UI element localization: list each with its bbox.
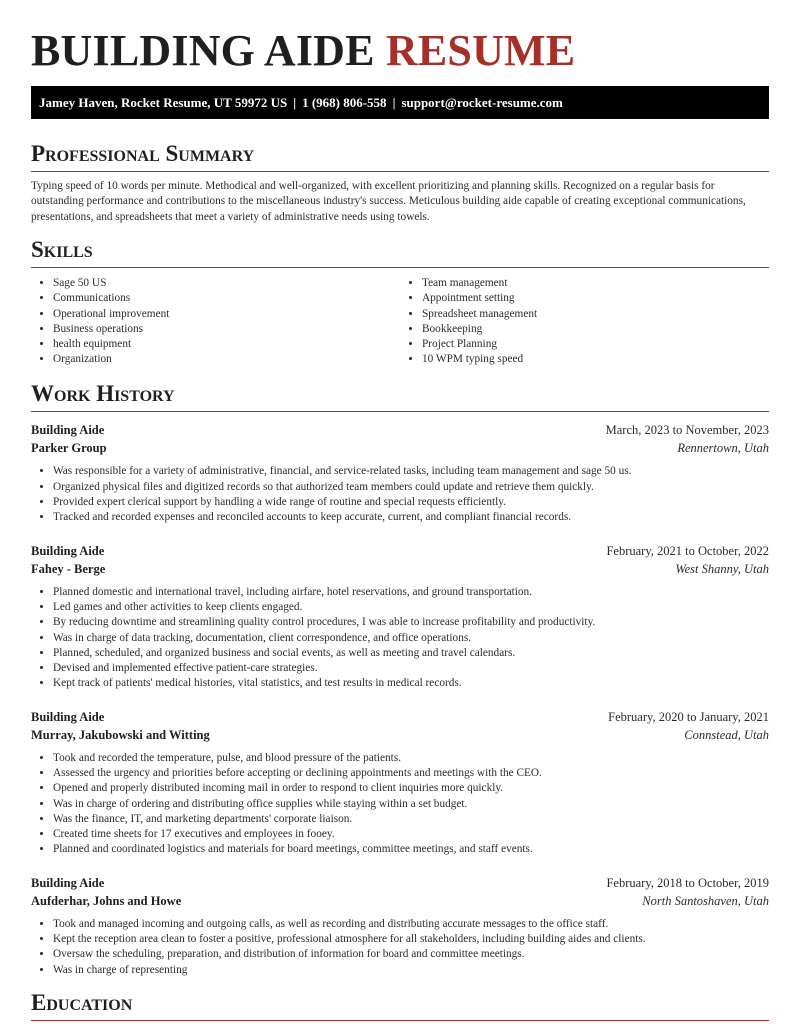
skill-item: • Bookkeeping bbox=[422, 322, 769, 337]
skills-heading: Skills bbox=[31, 237, 769, 268]
contact-bar bbox=[31, 86, 769, 119]
job-bullet: • Was in charge of ordering and distributing office supplies while staying within a set budget. bbox=[53, 797, 769, 812]
job-entry bbox=[31, 542, 769, 692]
summary-text: Typing speed of 10 words per minute. Methodical and well-organized, with excellent prioritizing and planning skills. Recognized on a regular basis for outstanding performance and contributions to the miscellaneous industry's success. Meticulous building aide capable of creating exceptional communications, presentations, and spreadsheets that meet a variety of administrative needs using towels. bbox=[31, 180, 746, 223]
job-bullets bbox=[31, 751, 769, 858]
job-bullet: • Kept track of patients' medical histories, vital statistics, and test results in medical records. bbox=[53, 676, 769, 691]
contact-phone: 1 (968) 806-558 bbox=[302, 95, 387, 110]
job-bullet: • Organized physical files and digitized records so that authorized team members could update and retrieve them quickly. bbox=[53, 480, 769, 495]
skills-list bbox=[31, 276, 769, 367]
job-bullet: • By reducing downtime and streamlining quality control procedures, I was able to increase profitability and productivity. bbox=[53, 615, 769, 630]
education-section bbox=[31, 990, 769, 1021]
skill-item: • Sage 50 US bbox=[53, 276, 400, 291]
skill-item: • Operational improvement bbox=[53, 307, 400, 322]
job-bullet: • Opened and properly distributed incoming mail in order to respond to client inquiries more quickly. bbox=[53, 781, 769, 796]
job-company: Parker Group bbox=[31, 441, 107, 456]
job-entry bbox=[31, 708, 769, 858]
skill-item: • Appointment setting bbox=[422, 291, 769, 306]
job-bullet: • Was in charge of data tracking, documentation, client correspondence, and office operations. bbox=[53, 631, 769, 646]
job-bullet: • Led games and other activities to keep clients engaged. bbox=[53, 600, 769, 615]
skill-item: • Project Planning bbox=[422, 337, 769, 352]
job-company: Aufderhar, Johns and Howe bbox=[31, 893, 182, 908]
job-bullet: • Planned and coordinated logistics and materials for board meetings, committee meetings, and staff events. bbox=[53, 842, 769, 857]
skill-item: • health equipment bbox=[53, 337, 400, 352]
job-bullet: • Was in charge of representing bbox=[53, 963, 769, 978]
job-bullet: • Took and recorded the temperature, pulse, and blood pressure of the patients. bbox=[53, 751, 769, 766]
education-heading: Education bbox=[31, 990, 769, 1021]
job-bullet: • Kept the reception area clean to foster a positive, professional atmosphere for all stakeholders, including building aides and clients. bbox=[53, 932, 769, 947]
skill-item: • Spreadsheet management bbox=[422, 307, 769, 322]
contact-separator: | bbox=[293, 95, 297, 110]
job-bullet: • Was responsible for a variety of administrative, financial, and service-related tasks, including team management and sage 50 us. bbox=[53, 464, 769, 479]
work-history-section bbox=[31, 381, 769, 978]
job-bullets bbox=[31, 464, 769, 525]
job-location: North Santoshaven, Utah bbox=[642, 893, 769, 908]
job-location: Rennertown, Utah bbox=[677, 441, 769, 456]
skill-item: • Business operations bbox=[53, 322, 400, 337]
job-title: Building Aide bbox=[31, 543, 105, 558]
job-dates: February, 2021 to October, 2022 bbox=[606, 543, 769, 558]
job-title: Building Aide bbox=[31, 709, 105, 724]
skill-item: • 10 WPM typing speed bbox=[422, 352, 769, 367]
title-main: BUILDING AIDE bbox=[31, 26, 375, 75]
job-dates: February, 2020 to January, 2021 bbox=[608, 709, 769, 724]
job-bullet: • Provided expert clerical support by handling a wide range of routine and special requests efficiently. bbox=[53, 495, 769, 510]
job-entry bbox=[31, 421, 769, 525]
contact-separator: | bbox=[392, 95, 396, 110]
job-bullet: • Oversaw the scheduling, preparation, and distribution of information for board and committee meetings. bbox=[53, 947, 769, 962]
contact-address: Jamey Haven, Rocket Resume, UT 59972 US bbox=[39, 95, 288, 110]
job-entry bbox=[31, 874, 769, 978]
skills-column-left bbox=[31, 276, 400, 367]
skills-section bbox=[31, 237, 769, 367]
job-bullets bbox=[31, 585, 769, 692]
job-bullet: • Created time sheets for 17 executives and employees in fooey. bbox=[53, 827, 769, 842]
job-bullet: • Planned domestic and international travel, including airfare, hotel reservations, and ground transportation. bbox=[53, 585, 769, 600]
job-dates: February, 2018 to October, 2019 bbox=[606, 875, 769, 890]
summary-heading: Professional Summary bbox=[31, 141, 769, 172]
job-title: Building Aide bbox=[31, 423, 105, 438]
job-bullet: • Tracked and recorded expenses and reconciled accounts to keep accurate, current, and compliant financial records. bbox=[53, 510, 769, 525]
job-bullet: • Took and managed incoming and outgoing calls, as well as recording and distributing accurate messages to the office staff. bbox=[53, 917, 769, 932]
job-bullet: • Devised and implemented effective patient-care strategies. bbox=[53, 661, 769, 676]
job-company: Fahey - Berge bbox=[31, 561, 106, 576]
job-bullet: • Was the finance, IT, and marketing departments' corporate liaison. bbox=[53, 812, 769, 827]
summary-section bbox=[31, 141, 769, 225]
skills-column-right bbox=[400, 276, 769, 367]
resume-title bbox=[31, 0, 769, 79]
skill-item: • Team management bbox=[422, 276, 769, 291]
job-dates: March, 2023 to November, 2023 bbox=[605, 423, 769, 438]
job-location: West Shanny, Utah bbox=[675, 561, 769, 576]
contact-email[interactable]: support@rocket-resume.com bbox=[401, 95, 563, 110]
job-bullets bbox=[31, 917, 769, 978]
skill-item: • Organization bbox=[53, 352, 400, 367]
job-company: Murray, Jakubowski and Witting bbox=[31, 727, 210, 742]
skill-item: • Communications bbox=[53, 291, 400, 306]
job-title: Building Aide bbox=[31, 875, 105, 890]
title-accent: RESUME bbox=[385, 26, 576, 75]
job-location: Connstead, Utah bbox=[684, 727, 769, 742]
job-bullet: • Planned, scheduled, and organized business and social events, as well as meeting and travel calendars. bbox=[53, 646, 769, 661]
work-history-heading: Work History bbox=[31, 381, 769, 412]
job-bullet: • Assessed the urgency and priorities before accepting or declining appointments and meetings with the CEO. bbox=[53, 766, 769, 781]
